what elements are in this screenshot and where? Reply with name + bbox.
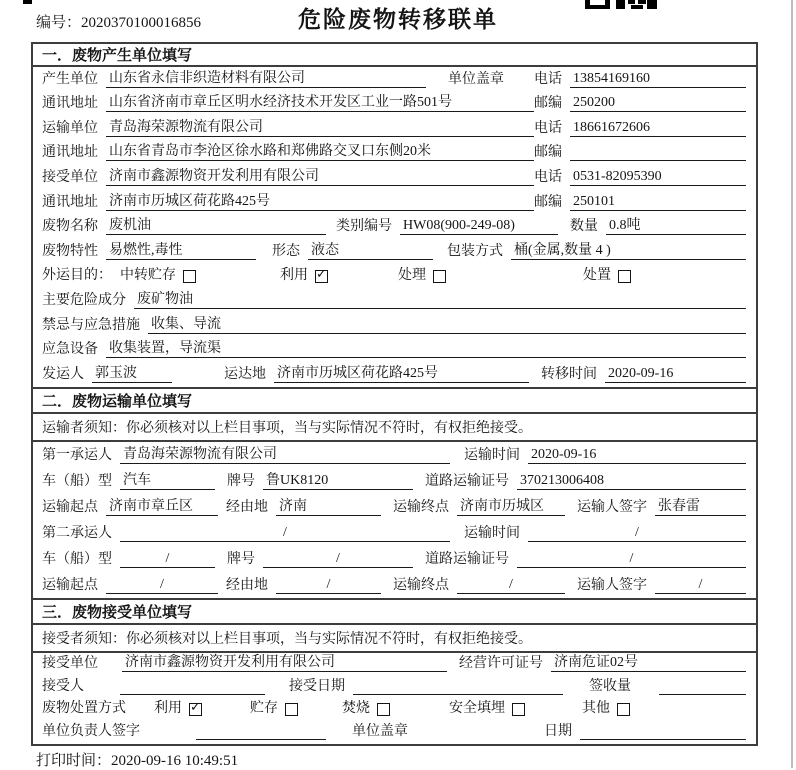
row-route2 xyxy=(33,572,756,598)
emergency-measures-label: 禁忌与应急措施 xyxy=(42,317,140,333)
section3-header: 三．废物接受单位填写 xyxy=(33,598,756,625)
producer-postcode-value: 250200 xyxy=(570,94,746,112)
origin1-value: 济南市章丘区 xyxy=(106,498,218,516)
disposal-option-use xyxy=(154,700,250,717)
row-accept-person xyxy=(33,676,756,699)
plate-no2-value: / xyxy=(263,550,413,568)
origin2-value: / xyxy=(106,576,218,594)
hazard-component-value: 废矿物油 xyxy=(134,291,746,309)
plate-no1-value: 鲁UK8120 xyxy=(263,472,413,490)
disposal-use-checkbox xyxy=(189,703,202,716)
vehicle-type1-label: 车（船）型 xyxy=(42,474,112,489)
row-transport-address xyxy=(33,141,756,166)
sign1-label: 运输人签字 xyxy=(577,500,647,515)
producer-postcode-label: 邮编 xyxy=(534,96,562,112)
purpose-label: 外运目的： xyxy=(42,268,112,284)
destination-value: 济南市历城区荷花路425号 xyxy=(274,365,529,383)
packaging-value: 桶(金属,数量 4 ) xyxy=(511,242,746,260)
row-hazard-component xyxy=(33,288,756,313)
receiver-phone-field xyxy=(534,168,746,186)
disposal-other-checkbox xyxy=(617,703,630,716)
producer-address-label: 通讯地址 xyxy=(42,96,98,112)
accept-date-label: 接受日期 xyxy=(289,678,345,694)
row-vehicle2 xyxy=(33,546,756,572)
row-waste-trait xyxy=(33,239,756,264)
producer-phone-value: 13854169160 xyxy=(570,70,746,88)
road-permit1-label: 道路运输证号 xyxy=(425,474,509,489)
purpose-dispose-checkbox xyxy=(618,270,631,283)
form-state-label: 形态 xyxy=(272,243,300,259)
section3-body xyxy=(33,653,756,744)
emergency-equipment-label: 应急设备 xyxy=(42,342,98,358)
row-emergency-measures xyxy=(33,313,756,338)
transport-phone-value: 18661672606 xyxy=(570,119,746,137)
disposal-option-burn xyxy=(342,700,449,717)
row-receiver-address xyxy=(33,190,756,215)
end1-value: 济南市历城区 xyxy=(457,498,565,516)
disposal-landfill-checkbox xyxy=(512,703,525,716)
accept-person-label: 接受人 xyxy=(42,678,84,694)
serial-value: 2020370100016856 xyxy=(81,15,202,31)
origin1-label: 运输起点 xyxy=(42,500,98,515)
unit-seal-label: 单位盖章 xyxy=(448,71,504,87)
transport-address-label: 通讯地址 xyxy=(42,145,98,161)
row-producer-unit xyxy=(33,67,756,92)
producer-unit-label: 产生单位 xyxy=(42,71,98,87)
producer-phone-label: 电话 xyxy=(534,71,562,87)
section2-notice: 运输者须知：你必须核对以上栏目事项，当与实际情况不符时，有权拒绝接受。 xyxy=(33,414,756,442)
purpose-option-use xyxy=(280,267,398,284)
print-time-label: 打印时间： xyxy=(36,753,112,769)
disposal-other-label: 其他 xyxy=(582,701,610,717)
disposal-method-label: 废物处置方式 xyxy=(42,701,126,717)
print-time xyxy=(36,749,238,770)
packaging-label: 包装方式 xyxy=(447,243,503,259)
purpose-option-dispose xyxy=(583,267,631,284)
carrier1-label: 第一承运人 xyxy=(42,448,112,463)
date-label: 日期 xyxy=(544,724,572,739)
disposal-option-landfill xyxy=(449,700,582,717)
end2-label: 运输终点 xyxy=(393,578,449,593)
date-value xyxy=(580,723,746,740)
receiver-unit-value: 济南市鑫源物资开发利用有限公司 xyxy=(106,168,534,186)
purpose-use-label: 利用 xyxy=(280,268,308,284)
disposal-store-label: 贮存 xyxy=(250,701,278,717)
road-permit1-value: 370213006408 xyxy=(517,472,746,490)
plate-no2-label: 牌号 xyxy=(227,552,255,567)
responsible-sign-label: 单位负责人签字 xyxy=(42,724,140,739)
via2-value: / xyxy=(276,576,381,594)
via1-value: 济南 xyxy=(276,498,381,516)
transport-postcode-label: 邮编 xyxy=(534,145,562,161)
hazard-component-label: 主要危险成分 xyxy=(42,293,126,309)
row-transport-unit xyxy=(33,116,756,141)
purpose-option-treat xyxy=(398,267,583,284)
row-waste-name xyxy=(33,215,756,240)
transport-phone-label: 电话 xyxy=(534,120,562,136)
row-carrier2 xyxy=(33,520,756,546)
road-permit2-value: / xyxy=(517,550,746,568)
sign1-value: 张春雷 xyxy=(655,498,746,516)
accept-unit-value: 济南市鑫源物资开发利用有限公司 xyxy=(122,654,447,672)
via2-label: 经由地 xyxy=(226,578,268,593)
purpose-dispose-label: 处置 xyxy=(583,268,611,284)
license-no-label: 经营许可证号 xyxy=(459,655,543,671)
transport-unit-value: 青岛海荣源物流有限公司 xyxy=(106,119,534,137)
accept-unit-label: 接受单位 xyxy=(42,655,98,671)
vehicle-type1-value: 汽车 xyxy=(120,472,215,490)
disposal-option-other xyxy=(582,700,630,717)
row-disposal-method xyxy=(33,699,756,722)
receiver-phone-value: 0531-82095390 xyxy=(570,168,746,186)
disposal-burn-checkbox xyxy=(377,703,390,716)
carrier2-label: 第二承运人 xyxy=(42,526,112,541)
purpose-use-checkbox xyxy=(315,270,328,283)
origin2-label: 运输起点 xyxy=(42,578,98,593)
waste-name-value: 废机油 xyxy=(106,217,326,235)
page-title: 危险废物转移联单 xyxy=(298,7,498,32)
purpose-treat-checkbox xyxy=(433,270,446,283)
receiver-postcode-field xyxy=(534,193,746,211)
purpose-storage-label: 中转贮存 xyxy=(120,268,176,284)
disposal-burn-label: 焚烧 xyxy=(342,701,370,717)
purpose-option-storage xyxy=(120,267,280,284)
transport-time1-label: 运输时间 xyxy=(464,448,520,463)
producer-phone-field xyxy=(534,70,746,88)
transfer-time-value: 2020-09-16 xyxy=(605,365,746,383)
license-no-value: 济南危证02号 xyxy=(551,654,746,672)
producer-unit-value: 山东省永信非织造材料有限公司 xyxy=(106,70,426,88)
vehicle-type2-value: / xyxy=(120,550,215,568)
section2-header: 二．废物运输单位填写 xyxy=(33,387,756,414)
row-vehicle1 xyxy=(33,468,756,494)
destination-label: 运达地 xyxy=(224,366,266,382)
vehicle-type2-label: 车（船）型 xyxy=(42,552,112,567)
transport-address-value: 山东省青岛市李沧区徐水路和郑佛路交叉口东侧20米 xyxy=(106,143,534,161)
row-accept-unit xyxy=(33,653,756,676)
category-code-label: 类别编号 xyxy=(336,219,392,235)
disposal-store-checkbox xyxy=(285,703,298,716)
receiver-postcode-label: 邮编 xyxy=(534,194,562,210)
quantity-label: 数量 xyxy=(570,219,598,235)
receiver-unit-label: 接受单位 xyxy=(42,170,98,186)
row-receiver-unit xyxy=(33,165,756,190)
row-producer-address xyxy=(33,92,756,117)
disposal-option-store xyxy=(250,700,342,717)
sign2-label: 运输人签字 xyxy=(577,578,647,593)
receiver-address-value: 济南市历城区荷花路425号 xyxy=(106,193,534,211)
transport-time1-value: 2020-09-16 xyxy=(528,446,746,464)
consignor-value: 郭玉波 xyxy=(92,365,172,383)
transfer-form xyxy=(31,42,758,746)
row-responsible-sign xyxy=(33,721,756,744)
receiver-postcode-value: 250101 xyxy=(570,193,746,211)
end2-value: / xyxy=(457,576,565,594)
purpose-storage-checkbox xyxy=(183,270,196,283)
transport-postcode-field xyxy=(534,144,746,161)
responsible-sign-value xyxy=(196,723,326,740)
road-permit2-label: 道路运输证号 xyxy=(425,552,509,567)
category-code-value: HW08(900-249-08) xyxy=(400,217,558,235)
transport-time2-value: / xyxy=(528,524,746,542)
waste-trait-label: 废物特性 xyxy=(42,243,98,259)
received-amount-value xyxy=(659,678,746,695)
received-amount-label: 签收量 xyxy=(589,678,631,694)
section3-notice: 接受者须知：你必须核对以上栏目事项，当与实际情况不符时，有权拒绝接受。 xyxy=(33,625,756,653)
emergency-equipment-value: 收集装置，导流渠 xyxy=(106,340,746,358)
waste-trait-value: 易燃性,毒性 xyxy=(106,242,256,260)
transport-time2-label: 运输时间 xyxy=(464,526,520,541)
accept-date-value xyxy=(353,678,563,695)
row-transfer-purpose xyxy=(33,264,756,289)
row-emergency-equipment xyxy=(33,338,756,363)
transport-unit-label: 运输单位 xyxy=(42,120,98,136)
print-time-value: 2020-09-16 10:49:51 xyxy=(111,753,239,769)
serial-label: 编号： xyxy=(36,15,82,31)
section1-body xyxy=(33,67,756,387)
waste-name-label: 废物名称 xyxy=(42,219,98,235)
transport-postcode-value xyxy=(570,144,746,161)
consignor-label: 发运人 xyxy=(42,366,84,382)
producer-postcode-field xyxy=(534,94,746,112)
section1-header: 一．废物产生单位填写 xyxy=(33,44,756,67)
end1-label: 运输终点 xyxy=(393,500,449,515)
carrier1-value: 青岛海荣源物流有限公司 xyxy=(120,446,450,464)
receiver-address-label: 通讯地址 xyxy=(42,194,98,210)
transport-phone-field xyxy=(534,119,746,137)
accept-person-value xyxy=(120,678,265,695)
scan-page-edge xyxy=(791,0,793,768)
transfer-time-label: 转移时间 xyxy=(541,366,597,382)
row-consignor xyxy=(33,362,756,387)
emergency-measures-value: 收集、导流 xyxy=(148,316,746,334)
section2-body xyxy=(33,442,756,598)
disposal-use-label: 利用 xyxy=(154,701,182,717)
row-route1 xyxy=(33,494,756,520)
sign2-value: / xyxy=(655,576,746,594)
quantity-value: 0.8吨 xyxy=(606,217,746,235)
via1-label: 经由地 xyxy=(226,500,268,515)
receiver-phone-label: 电话 xyxy=(534,170,562,186)
purpose-treat-label: 处理 xyxy=(398,268,426,284)
producer-address-value: 山东省济南市章丘区明水经济技术开发区工业一路501号 xyxy=(106,94,534,112)
plate-no1-label: 牌号 xyxy=(227,474,255,489)
disposal-landfill-label: 安全填埋 xyxy=(449,701,505,717)
carrier2-value: / xyxy=(120,524,450,542)
form-state-value: 液态 xyxy=(308,242,433,260)
row-carrier1 xyxy=(33,442,756,468)
unit-seal2-label: 单位盖章 xyxy=(352,724,408,739)
